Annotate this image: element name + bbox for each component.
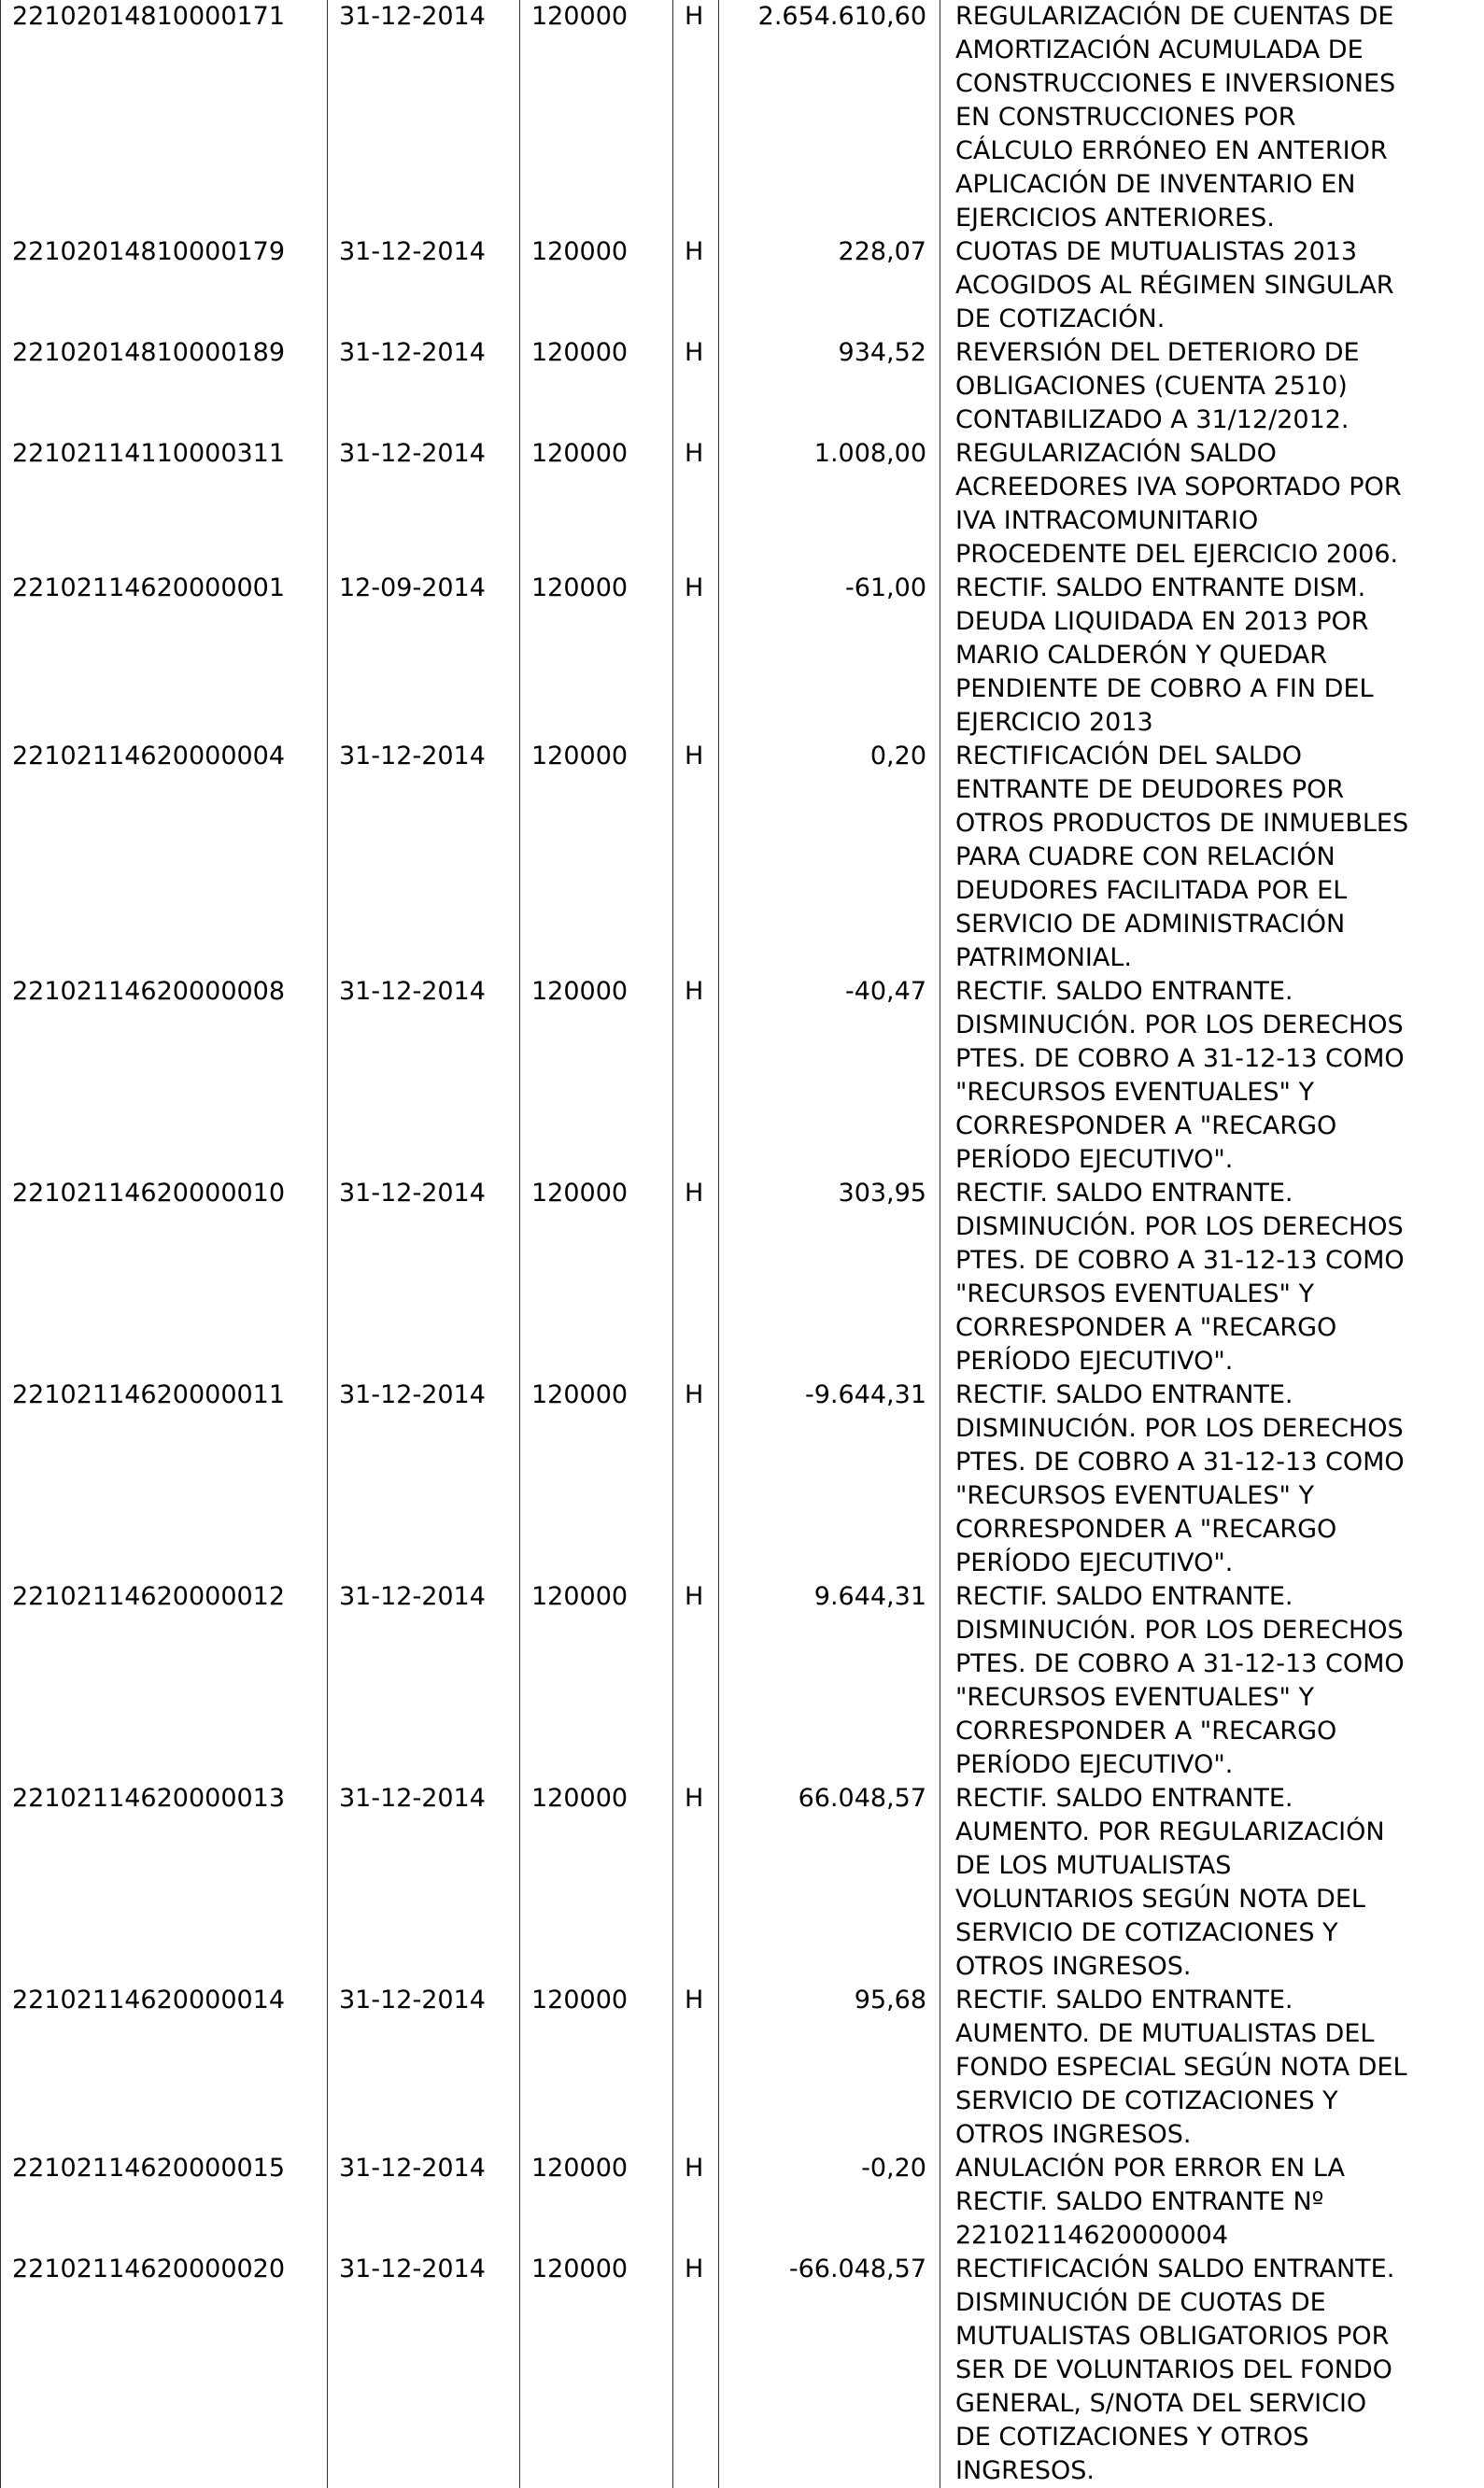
entry-number-cell: 22102114620000010 — [1, 1177, 328, 1378]
date-cell: 31-12-2014 — [328, 1378, 520, 1580]
description-line: CORRESPONDER A "RECARGO — [955, 1311, 1478, 1345]
table-row — [1, 1378, 1484, 1580]
amount-cell: 66.048,57 — [719, 1782, 940, 1984]
description-line: ACREEDORES IVA SOPORTADO POR — [955, 471, 1478, 504]
entry-number-cell: 22102114620000011 — [1, 1378, 328, 1580]
table-row — [1, 1177, 1484, 1378]
amount-cell: -0,20 — [719, 2152, 940, 2253]
description-line: REGULARIZACIÓN SALDO — [955, 437, 1478, 471]
description-cell — [940, 437, 1484, 572]
description-line: OTROS INGRESOS. — [955, 2118, 1478, 2152]
entry-number-cell: 22102014810000179 — [1, 235, 328, 336]
entry-number-cell: 22102114620000015 — [1, 2152, 328, 2253]
account-cell: 120000 — [520, 975, 673, 1177]
account-cell: 120000 — [520, 2152, 673, 2253]
date-cell: 31-12-2014 — [328, 1782, 520, 1984]
date-cell: 31-12-2014 — [328, 1177, 520, 1378]
description-cell — [940, 1177, 1484, 1378]
description-line: INGRESOS. — [955, 2454, 1478, 2488]
description-line: CORRESPONDER A "RECARGO — [955, 1110, 1478, 1143]
table-row — [1, 740, 1484, 975]
description-line: PERÍODO EJECUTIVO". — [955, 1143, 1478, 1177]
description-line: OTROS PRODUCTOS DE INMUEBLES — [955, 807, 1478, 841]
table-row — [1, 2152, 1484, 2253]
description-line: PERÍODO EJECUTIVO". — [955, 1345, 1478, 1378]
debit-credit-cell: H — [673, 572, 719, 740]
debit-credit-cell: H — [673, 437, 719, 572]
description-cell — [940, 336, 1484, 437]
description-line: DISMINUCIÓN DE CUOTAS DE — [955, 2286, 1478, 2320]
table-row — [1, 1580, 1484, 1782]
description-line: DE LOS MUTUALISTAS — [955, 1849, 1478, 1883]
description-line: REVERSIÓN DEL DETERIORO DE — [955, 336, 1478, 370]
debit-credit-cell: H — [673, 1378, 719, 1580]
description-line: IVA INTRACOMUNITARIO — [955, 504, 1478, 538]
ledger-body — [1, 0, 1484, 2488]
debit-credit-cell: H — [673, 1177, 719, 1378]
table-row — [1, 2253, 1484, 2488]
description-line: CORRESPONDER A "RECARGO — [955, 1715, 1478, 1748]
description-line: DE COTIZACIÓN. — [955, 303, 1478, 336]
description-cell — [940, 0, 1484, 235]
account-cell: 120000 — [520, 1177, 673, 1378]
description-line: PATRIMONIAL. — [955, 941, 1478, 975]
amount-cell: 228,07 — [719, 235, 940, 336]
entry-number-cell: 22102114620000012 — [1, 1580, 328, 1782]
entry-number-cell: 22102114620000020 — [1, 2253, 328, 2488]
table-row — [1, 1984, 1484, 2152]
entry-number-cell: 22102114110000311 — [1, 437, 328, 572]
entry-number-cell: 22102014810000171 — [1, 0, 328, 235]
debit-credit-cell: H — [673, 1580, 719, 1782]
description-line: DEUDA LIQUIDADA EN 2013 POR — [955, 605, 1478, 639]
amount-cell: 1.008,00 — [719, 437, 940, 572]
description-line: PROCEDENTE DEL EJERCICIO 2006. — [955, 538, 1478, 572]
description-line: MARIO CALDERÓN Y QUEDAR — [955, 639, 1478, 672]
date-cell: 31-12-2014 — [328, 235, 520, 336]
description-line: "RECURSOS EVENTUALES" Y — [955, 1681, 1478, 1715]
date-cell: 31-12-2014 — [328, 1580, 520, 1782]
description-line: PTES. DE COBRO A 31-12-13 COMO — [955, 1647, 1478, 1681]
entry-number-cell: 22102014810000189 — [1, 336, 328, 437]
description-cell — [940, 740, 1484, 975]
description-line: RECTIF. SALDO ENTRANTE DISM. — [955, 572, 1478, 605]
description-line: REGULARIZACIÓN DE CUENTAS DE — [955, 0, 1478, 34]
date-cell: 31-12-2014 — [328, 437, 520, 572]
description-cell — [940, 2253, 1484, 2488]
debit-credit-cell: H — [673, 235, 719, 336]
description-line: PARA CUADRE CON RELACIÓN — [955, 841, 1478, 874]
amount-cell: 934,52 — [719, 336, 940, 437]
date-cell: 31-12-2014 — [328, 2152, 520, 2253]
description-line: PERÍODO EJECUTIVO". — [955, 1748, 1478, 1782]
description-line: SERVICIO DE COTIZACIONES Y — [955, 2085, 1478, 2118]
description-line: EJERCICIOS ANTERIORES. — [955, 202, 1478, 235]
amount-cell: -61,00 — [719, 572, 940, 740]
account-cell: 120000 — [520, 1984, 673, 2152]
account-cell: 120000 — [520, 1782, 673, 1984]
amount-cell: 95,68 — [719, 1984, 940, 2152]
description-line: SER DE VOLUNTARIOS DEL FONDO — [955, 2354, 1478, 2387]
description-line: DISMINUCIÓN. POR LOS DERECHOS — [955, 1210, 1478, 1244]
date-cell: 31-12-2014 — [328, 975, 520, 1177]
description-line: PTES. DE COBRO A 31-12-13 COMO — [955, 1446, 1478, 1479]
description-line: "RECURSOS EVENTUALES" Y — [955, 1479, 1478, 1513]
description-line: 22102114620000004 — [955, 2219, 1478, 2253]
description-line: DISMINUCIÓN. POR LOS DERECHOS — [955, 1412, 1478, 1446]
date-cell: 31-12-2014 — [328, 2253, 520, 2488]
amount-cell: 2.654.610,60 — [719, 0, 940, 235]
description-line: ANULACIÓN POR ERROR EN LA — [955, 2152, 1478, 2185]
table-row — [1, 437, 1484, 572]
description-line: PTES. DE COBRO A 31-12-13 COMO — [955, 1042, 1478, 1076]
account-cell: 120000 — [520, 2253, 673, 2488]
description-line: VOLUNTARIOS SEGÚN NOTA DEL — [955, 1883, 1478, 1916]
debit-credit-cell: H — [673, 740, 719, 975]
description-line: ENTRANTE DE DEUDORES POR — [955, 773, 1478, 807]
description-line: RECTIF. SALDO ENTRANTE. — [955, 1378, 1478, 1412]
amount-cell: -66.048,57 — [719, 2253, 940, 2488]
account-cell: 120000 — [520, 235, 673, 336]
date-cell: 31-12-2014 — [328, 336, 520, 437]
date-cell: 31-12-2014 — [328, 0, 520, 235]
description-line: EJERCICIO 2013 — [955, 706, 1478, 740]
table-row — [1, 572, 1484, 740]
description-line: MUTUALISTAS OBLIGATORIOS POR — [955, 2320, 1478, 2354]
table-row — [1, 975, 1484, 1177]
description-line: ACOGIDOS AL RÉGIMEN SINGULAR — [955, 269, 1478, 303]
debit-credit-cell: H — [673, 975, 719, 1177]
debit-credit-cell: H — [673, 1984, 719, 2152]
account-cell: 120000 — [520, 0, 673, 235]
description-line: CORRESPONDER A "RECARGO — [955, 1513, 1478, 1547]
account-cell: 120000 — [520, 740, 673, 975]
description-line: "RECURSOS EVENTUALES" Y — [955, 1076, 1478, 1110]
description-cell — [940, 572, 1484, 740]
date-cell: 31-12-2014 — [328, 740, 520, 975]
entry-number-cell: 22102114620000008 — [1, 975, 328, 1177]
amount-cell: 9.644,31 — [719, 1580, 940, 1782]
description-line: DISMINUCIÓN. POR LOS DERECHOS — [955, 1614, 1478, 1647]
description-line: OBLIGACIONES (CUENTA 2510) — [955, 370, 1478, 403]
description-line: PENDIENTE DE COBRO A FIN DEL — [955, 672, 1478, 706]
debit-credit-cell: H — [673, 336, 719, 437]
description-line: OTROS INGRESOS. — [955, 1950, 1478, 1984]
description-line: CONTABILIZADO A 31/12/2012. — [955, 403, 1478, 437]
description-cell — [940, 1378, 1484, 1580]
description-line: AUMENTO. POR REGULARIZACIÓN — [955, 1816, 1478, 1849]
description-line: RECTIF. SALDO ENTRANTE. — [955, 1984, 1478, 2017]
description-line: FONDO ESPECIAL SEGÚN NOTA DEL — [955, 2051, 1478, 2085]
account-cell: 120000 — [520, 572, 673, 740]
description-line: DE COTIZACIONES Y OTROS — [955, 2421, 1478, 2454]
description-line: RECTIF. SALDO ENTRANTE. — [955, 975, 1478, 1009]
entry-number-cell: 22102114620000014 — [1, 1984, 328, 2152]
description-line: PTES. DE COBRO A 31-12-13 COMO — [955, 1244, 1478, 1278]
description-line: CÁLCULO ERRÓNEO EN ANTERIOR — [955, 134, 1478, 168]
description-line: RECTIF. SALDO ENTRANTE Nº — [955, 2185, 1478, 2219]
description-line: "RECURSOS EVENTUALES" Y — [955, 1278, 1478, 1311]
description-line: CUOTAS DE MUTUALISTAS 2013 — [955, 235, 1478, 269]
account-cell: 120000 — [520, 1580, 673, 1782]
amount-cell: 303,95 — [719, 1177, 940, 1378]
description-line: CONSTRUCCIONES E INVERSIONES — [955, 67, 1478, 101]
description-line: RECTIF. SALDO ENTRANTE. — [955, 1782, 1478, 1816]
debit-credit-cell: H — [673, 1782, 719, 1984]
description-line: DEUDORES FACILITADA POR EL — [955, 874, 1478, 908]
debit-credit-cell: H — [673, 2152, 719, 2253]
date-cell: 12-09-2014 — [328, 572, 520, 740]
amount-cell: 0,20 — [719, 740, 940, 975]
date-cell: 31-12-2014 — [328, 1984, 520, 2152]
table-row — [1, 0, 1484, 235]
description-line: SERVICIO DE ADMINISTRACIÓN — [955, 908, 1478, 941]
entry-number-cell: 22102114620000013 — [1, 1782, 328, 1984]
amount-cell: -9.644,31 — [719, 1378, 940, 1580]
description-line: EN CONSTRUCCIONES POR — [955, 101, 1478, 134]
description-line: RECTIFICACIÓN DEL SALDO — [955, 740, 1478, 773]
description-line: RECTIFICACIÓN SALDO ENTRANTE. — [955, 2253, 1478, 2286]
description-cell — [940, 1984, 1484, 2152]
table-row — [1, 235, 1484, 336]
amount-cell: -40,47 — [719, 975, 940, 1177]
description-cell — [940, 1782, 1484, 1984]
description-line: AMORTIZACIÓN ACUMULADA DE — [955, 34, 1478, 67]
description-line: RECTIF. SALDO ENTRANTE. — [955, 1177, 1478, 1210]
entry-number-cell: 22102114620000001 — [1, 572, 328, 740]
description-cell — [940, 975, 1484, 1177]
description-line: SERVICIO DE COTIZACIONES Y — [955, 1916, 1478, 1950]
debit-credit-cell: H — [673, 2253, 719, 2488]
table-row — [1, 336, 1484, 437]
description-cell — [940, 1580, 1484, 1782]
description-cell — [940, 2152, 1484, 2253]
account-cell: 120000 — [520, 1378, 673, 1580]
description-line: AUMENTO. DE MUTUALISTAS DEL — [955, 2017, 1478, 2051]
debit-credit-cell: H — [673, 0, 719, 235]
description-line: DISMINUCIÓN. POR LOS DERECHOS — [955, 1009, 1478, 1042]
description-line: APLICACIÓN DE INVENTARIO EN — [955, 168, 1478, 202]
description-line: GENERAL, S/NOTA DEL SERVICIO — [955, 2387, 1478, 2421]
entry-number-cell: 22102114620000004 — [1, 740, 328, 975]
account-cell: 120000 — [520, 336, 673, 437]
table-row — [1, 1782, 1484, 1984]
description-line: PERÍODO EJECUTIVO". — [955, 1547, 1478, 1580]
description-line: RECTIF. SALDO ENTRANTE. — [955, 1580, 1478, 1614]
description-cell — [940, 235, 1484, 336]
account-cell: 120000 — [520, 437, 673, 572]
